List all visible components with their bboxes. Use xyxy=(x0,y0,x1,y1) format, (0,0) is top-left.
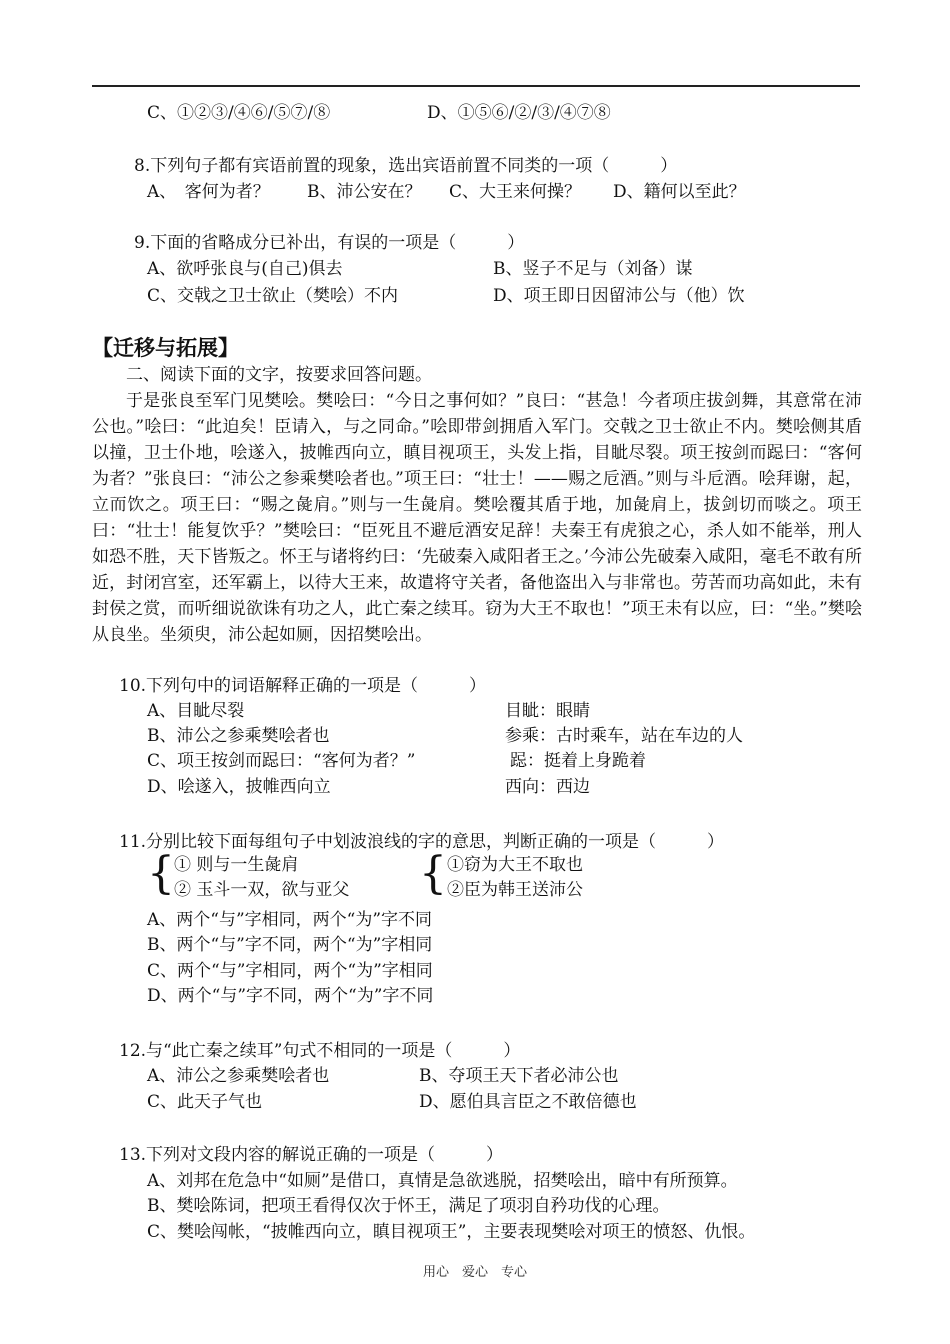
reading-intro: 二、阅读下面的文字，按要求回答问题。 xyxy=(126,365,432,385)
reading-passage xyxy=(92,362,862,648)
q11-option-a: A、两个“与”字相同，两个“为”字不同 xyxy=(147,910,433,930)
q13-stem: 13.下列对文段内容的解说正确的一项是（ ） xyxy=(119,1145,504,1165)
q8-option-c: C、大王来何操？ xyxy=(449,182,582,202)
q10-option-d: D、哙遂入，披帷西向立 xyxy=(147,777,331,797)
q10-option-c: C、项王按剑而跽曰：“客何为者？” xyxy=(147,751,416,771)
q12-stem: 12.与“此亡秦之续耳”句式不相同的一项是（ ） xyxy=(119,1041,521,1061)
q8-option-a: A、 客何为者？ xyxy=(147,182,270,202)
q11-group1-line2: ② 玉斗一双，欲与亚父 xyxy=(174,880,350,900)
q13-option-c: C、樊哙闯帐，“披帷西向立，瞋目视项王”，主要表现樊哙对项王的愤怒、仇恨。 xyxy=(147,1222,756,1242)
q11-stem: 11.分别比较下面每组句子中划波浪线的字的意思，判断正确的一项是（ ） xyxy=(119,832,725,852)
q12-option-c: C、此天子气也 xyxy=(147,1092,263,1112)
header-rule xyxy=(92,85,860,87)
q13-option-a: A、刘邦在危急中“如厕”是借口，真情是急欲逃脱，招樊哙出，暗中有所预算。 xyxy=(147,1171,738,1191)
left-brace-icon: { xyxy=(419,848,447,899)
q12-option-a: A、沛公之参乘樊哙者也 xyxy=(147,1066,330,1086)
q9-option-a: A、欲呼张良与(自己)俱去 xyxy=(147,259,343,279)
q10-option-a-gloss: 目眦：眼睛 xyxy=(505,701,590,721)
q8-option-d: D、籍何以至此？ xyxy=(613,182,746,202)
section-heading: 【迁移与拓展】 xyxy=(92,336,239,360)
q9-option-d: D、项王即日因留沛公与（他）饮 xyxy=(493,286,745,306)
q7-option-d: D、①⑤⑥/②/③/④⑦⑧ xyxy=(427,103,611,123)
q10-option-a: A、目眦尽裂 xyxy=(147,701,245,721)
q11-option-d: D、两个“与”字不同，两个“为”字不同 xyxy=(147,986,434,1006)
q10-option-b-gloss: 参乘：古时乘车，站在车边的人 xyxy=(505,726,743,746)
q12-option-b: B、夺项王天下者必沛公也 xyxy=(419,1066,619,1086)
q9-option-b: B、竖子不足与（刘备）谋 xyxy=(493,259,693,279)
q8-option-b: B、沛公安在？ xyxy=(307,182,422,202)
q12-option-d: D、愿伯具言臣之不敢倍德也 xyxy=(419,1092,637,1112)
left-brace-icon: { xyxy=(147,848,175,899)
reading-text: 于是张良至军门见樊哙。樊哙曰：“今日之事何如？”良曰：“甚急！今者项庄拔剑舞，其意常在沛公也。”哙曰：“此迫矣！臣请入，与之同命。”哙即带剑拥盾入军门。交戟之卫士欲止不内。樊哙侧其盾以撞，卫士仆地，哙遂入，披帷西向立，瞋目视项王，头发上指，目眦尽裂。项王按剑而跽曰：“客何为者？”张良曰：“沛公之参乘樊哙者也。”项王曰：“壮士！——赐之卮酒。”则与斗卮酒。哙拜谢，起，立而饮之。项王曰：“赐之彘肩。”则与一生彘肩。樊哙覆其盾于地，加彘肩上，拔剑切而啖之。项王曰：“壮士！能复饮乎？”樊哙曰：“臣死且不避卮酒安足辞！夫秦王有虎狼之心，杀人如不能举，刑人如恐不胜，天下皆叛之。怀王与诸将约曰：‘先破秦入咸阳者王之。’今沛公先破秦入咸阳，毫毛不敢有所近，封闭宫室，还军霸上，以待大王来，故遣将守关者，备他盗出入与非常也。劳苦而功高如此，未有封侯之赏，而听细说欲诛有功之人，此亡秦之续耳。窃为大王不取也！”项王未有以应，曰：“坐。”樊哙从良坐。坐须臾，沛公起如厕，因招樊哙出。 xyxy=(92,391,862,645)
q10-option-c-gloss: 跽：挺着上身跪着 xyxy=(510,751,646,771)
q8-stem: 8.下列句子都有宾语前置的现象，选出宾语前置不同类的一项（ ） xyxy=(134,156,678,176)
page-footer: 用心 爱心 专心 xyxy=(422,1265,527,1280)
q9-option-c: C、交戟之卫士欲止（樊哙）不内 xyxy=(147,286,399,306)
q11-option-c: C、两个“与”字相同，两个“为”字相同 xyxy=(147,961,433,981)
q11-group2-line1: ①窃为大王不取也 xyxy=(447,855,583,875)
q10-option-b: B、沛公之参乘樊哙者也 xyxy=(147,726,330,746)
q11-group2-line2: ②臣为韩王送沛公 xyxy=(447,880,583,900)
q10-option-d-gloss: 西向：西边 xyxy=(505,777,590,797)
q10-stem: 10.下列句中的词语解释正确的一项是（ ） xyxy=(119,676,487,696)
q9-stem: 9.下面的省略成分已补出，有误的一项是（ ） xyxy=(134,233,525,253)
q13-option-b: B、樊哙陈词，把项王看得仅次于怀王，满足了项羽自矜功伐的心理。 xyxy=(147,1196,670,1216)
q11-group1-line1: ① 则与一生彘肩 xyxy=(174,855,299,875)
q11-option-b: B、两个“与”字不同，两个“为”字相同 xyxy=(147,935,433,955)
q7-option-c: C、①②③/④⑥/⑤⑦/⑧ xyxy=(147,103,331,123)
